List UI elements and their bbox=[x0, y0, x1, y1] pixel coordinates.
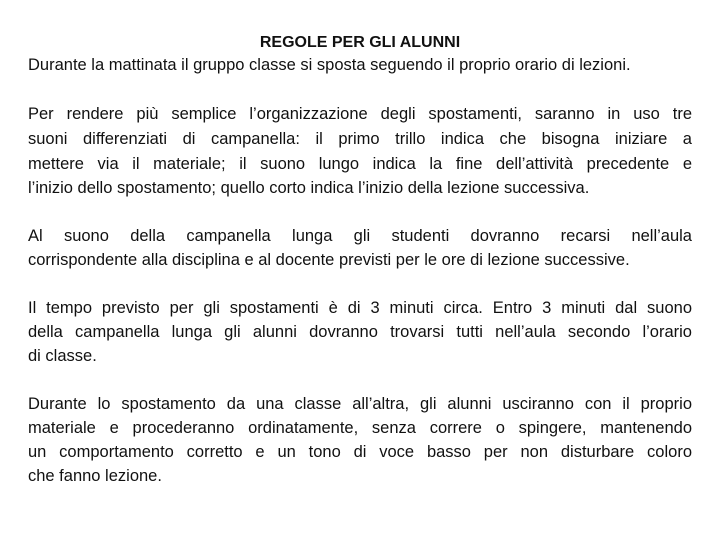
paragraph-3-line-1: Il tempo previsto per gli spostamenti è di 3 minuti circa. Entro 3 minuti dal suono bbox=[28, 299, 692, 317]
paragraph-1-line-4: l’inizio dello spostamento; quello corto indica l’inizio della lezione successiva. bbox=[28, 179, 590, 197]
paragraph-1-line-2: suoni differenziati di campanella: il primo trillo indica che bisogna iniziare a bbox=[28, 130, 692, 148]
paragraph-4-line-1: Durante lo spostamento da una classe all’altra, gli alunni usciranno con il proprio bbox=[28, 395, 692, 413]
paragraph-4-line-2: materiale e procederanno ordinatamente, senza correre o spingere, mantenendo bbox=[28, 419, 692, 437]
document-title: REGOLE PER GLI ALUNNI bbox=[259, 34, 461, 51]
paragraph-3-line-2: della campanella lunga gli alunni dovranno trovarsi tutti nell’aula secondo l’orario bbox=[28, 323, 692, 341]
paragraph-2-line-2: corrispondente alla disciplina e al docente previsti per le ore di lezione successive. bbox=[28, 251, 630, 269]
paragraph-1-line-1: Per rendere più semplice l’organizzazione degli spostamenti, saranno in uso tre bbox=[28, 105, 692, 123]
paragraph-4-line-3: un comportamento corretto e un tono di voce basso per non disturbare coloro bbox=[28, 443, 692, 461]
paragraph-3-line-3: di classe. bbox=[28, 347, 97, 365]
intro-line: Durante la mattinata il gruppo classe si sposta seguendo il proprio orario di lezioni. bbox=[28, 56, 631, 74]
paragraph-4-line-4: che fanno lezione. bbox=[28, 467, 162, 485]
paragraph-1-line-3: mettere via il materiale; il suono lungo indica la fine dell’attività precedente e bbox=[28, 155, 692, 173]
paragraph-2-line-1: Al suono della campanella lunga gli studenti dovranno recarsi nell’aula bbox=[28, 227, 692, 245]
